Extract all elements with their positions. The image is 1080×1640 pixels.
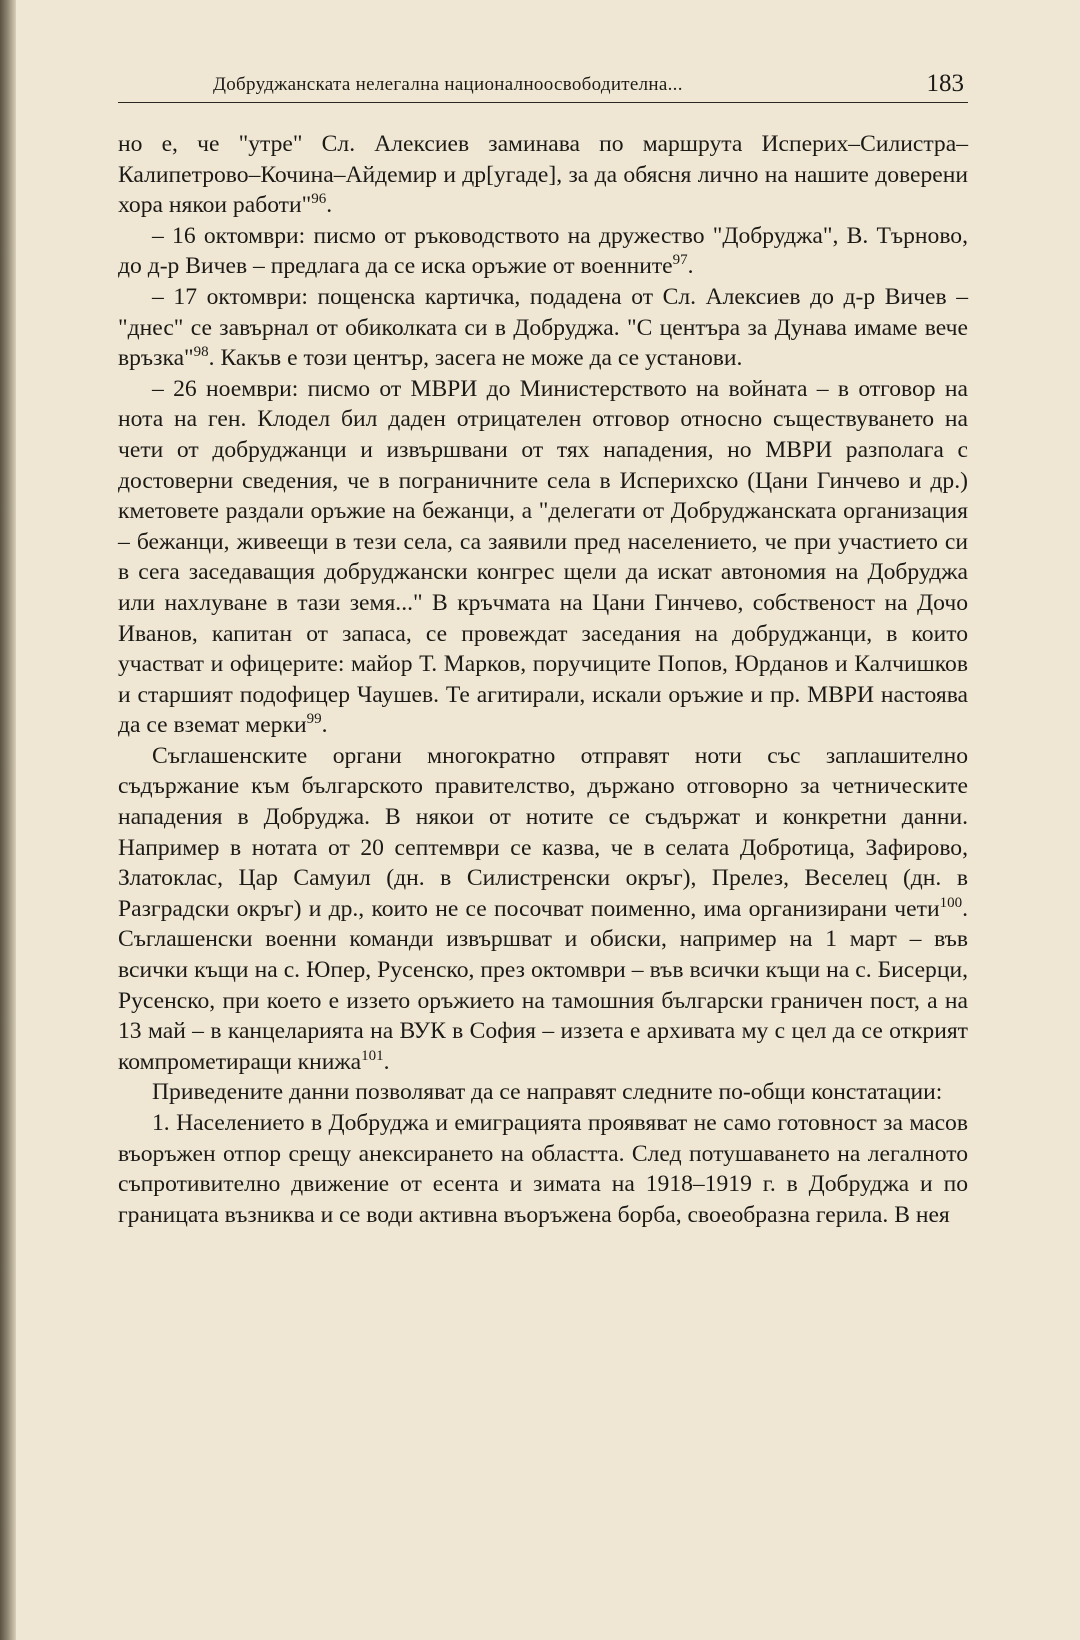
text-run: . Какъв е този център, засега не може да се установи. [208,345,743,372]
text-run: . [383,1048,390,1075]
text-run: . [321,712,328,739]
text-run: Съглашенските органи многократно отправят ноти със заплашително съдържание към българското правителство, държано отговорно за четническите нападения в Добруджа. В някои от нотите се съдържат и конкретни данни. Например в нотата от 20 септември се казва, че в селата Добротица, Зафирово, Златоклас, Цар Самуил (дн. в Силистренски окръг), Прелез, Веселец (дн. в Разградски окръг) и др., които не се посочват поименно, има организирани чети [118,742,968,922]
paragraph [118,1077,968,1108]
body-text [118,129,968,1230]
book-page [118,62,968,1230]
paragraph [118,1108,968,1230]
text-run: . [687,253,694,280]
text-run: – 16 октомври: писмо от ръководството на дружество "Добруджа", В. Търново, до д-р Вичев – предлага да се иска оръжие от военните [118,222,968,280]
page-number: 183 [926,70,964,97]
paragraph [118,282,968,374]
footnote-marker: 96 [311,191,327,208]
text-run: Приведените данни позволяват да се направят следните по-общи констатации: [152,1079,943,1106]
footnote-marker: 97 [672,252,688,269]
text-run: но е, че "утре" Сл. Алексиев заминава по маршрута Исперих–Силистра–Калипетрово–Кочина–Айдемир и др[угаде], за да обясня лично на нашите доверени хора някои работи" [118,131,968,219]
footnote-marker: 99 [306,711,322,728]
text-run: 1. Населението в Добруджа и емиграцията проявяват не само готовност за масов въоръжен отпор срещу анексирането на областта. След потушаването на легалното съпротивително движение от есента и зимата на 1918–1919 г. в Добруджа и по границата възниква и се води активна въоръжена борба, своеобразна герила. В нея [118,1110,968,1228]
paragraph [118,221,968,282]
paragraph [118,741,968,1078]
paragraph [118,374,968,741]
footnote-marker: 98 [193,344,209,361]
text-run: – 17 октомври: пощенска картичка, подадена от Сл. Алексиев до д-р Вичев – "днес" се завърнал от обиколката си в Добруджа. "С центъра за Дунава имаме вече връзка" [118,283,968,372]
text-run: . Съглашенски военни команди извършват и обиски, например на 1 март – във всички къщи на с. Юпер, Русенско, през октомври – във всички къщи на с. Бисерци, Русенско, при което е иззето оръжието на тамошния български граничен пост, а на 13 май – в канцеларията на ВУК в София – иззета е архивата му с цел да се открият компрометиращи книжа [118,895,968,1075]
text-run: – 26 ноември: писмо от МВРИ до Министерството на войната – в отговор на нота на ген. Клодел бил даден отрицателен отговор относно съществуването на чети от добруджанци и извършвани от тях нападения, но МВРИ разполага с достоверни сведения, че в пограничните села в Исперихско (Цани Гинчево и др.) кметовете раздали оръжие на бежанци, а "делегати от Добруджанската организация – бежанци, живеещи в тези села, са заявили пред населението, че при участието си в сега заседаващия добруджански конгрес щели да искат автономия на Добруджа или нахлуване в тази земя..." В кръчмата на Цани Гинчево, собственост на Дочо Иванов, капитан от запаса, се провеждат заседания на добруджанци, в които участват и офицерите: майор Т. Марков, поручиците Попов, Юрданов и Калчишков и старшият подофицер Чаушев. Те агитирали, искали оръжие и пр. МВРИ настоява да се вземат мерки [118,375,968,739]
running-title: Добруджанската нелегална националноосвободителна... [213,74,683,95]
paragraph [118,129,968,221]
text-run: . [326,192,333,219]
footnote-marker: 100 [939,894,963,911]
footnote-marker: 101 [361,1047,384,1064]
book-spine-edge [0,0,16,1640]
page-header [118,62,968,103]
